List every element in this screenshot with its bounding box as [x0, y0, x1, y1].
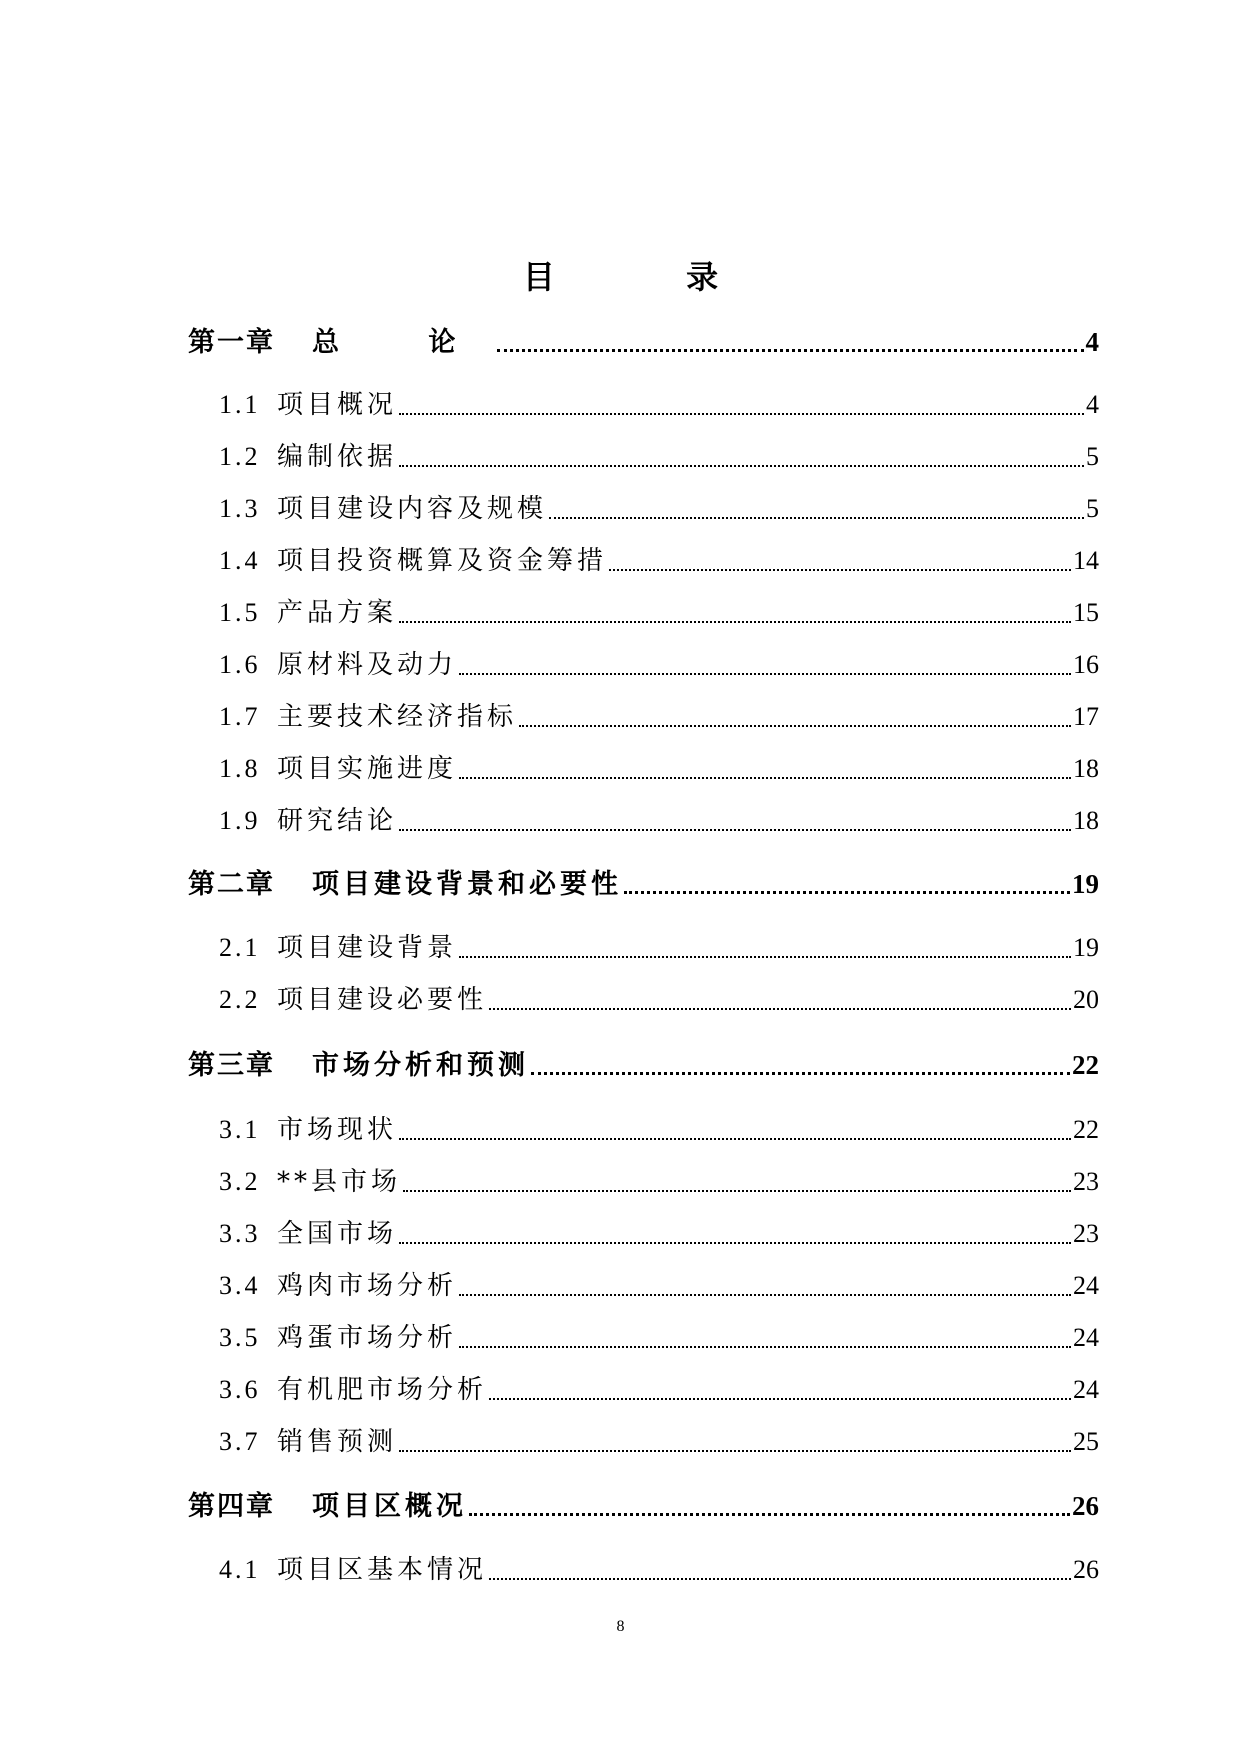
toc-leader-dots — [399, 828, 1071, 831]
toc-section-2-2[interactable] — [219, 980, 1099, 1020]
toc-section-1-8[interactable] — [219, 749, 1099, 789]
toc-section-1-1[interactable] — [219, 385, 1099, 425]
toc-leader-dots — [497, 348, 1083, 352]
toc-section-1-7[interactable] — [219, 697, 1099, 737]
toc-entry-page: 22 — [1073, 1115, 1099, 1144]
toc-leader-dots — [459, 776, 1071, 779]
toc-entry-number: 第一章 — [188, 327, 275, 358]
toc-entry-number: 3.1 — [219, 1115, 261, 1144]
toc-entry-number: 3.7 — [219, 1427, 261, 1456]
toc-entry-label: 总 论 — [312, 327, 496, 358]
toc-entry-number: 1.3 — [219, 494, 261, 523]
toc-section-1-4[interactable] — [219, 541, 1099, 581]
toc-leader-dots — [459, 672, 1071, 675]
toc-section-3-7[interactable] — [219, 1422, 1099, 1462]
toc-leader-dots — [399, 412, 1084, 415]
toc-entry-number: 1.6 — [219, 650, 261, 679]
toc-section-2-1[interactable] — [219, 928, 1099, 968]
toc-section-3-6[interactable] — [219, 1370, 1099, 1410]
toc-entry-page: 5 — [1086, 442, 1099, 471]
toc-leader-dots — [624, 890, 1070, 894]
toc-leader-dots — [531, 1071, 1070, 1075]
toc-section-4-1[interactable] — [219, 1550, 1099, 1590]
toc-entry-page: 14 — [1073, 546, 1099, 575]
toc-section-1-5[interactable] — [219, 593, 1099, 633]
toc-leader-dots — [403, 1189, 1071, 1192]
toc-leader-dots — [489, 1397, 1071, 1400]
toc-entry-number: 4.1 — [219, 1555, 261, 1584]
toc-entry-page: 4 — [1085, 327, 1099, 357]
toc-entry-label: 市场现状 — [277, 1115, 398, 1145]
toc-entry-number: 1.5 — [219, 598, 261, 627]
toc-entry-label: 项目区概况 — [312, 1491, 467, 1522]
toc-entry-label: 项目建设背景 — [277, 933, 458, 963]
page-number: 8 — [616, 1618, 625, 1635]
toc-leader-dots — [459, 955, 1071, 958]
toc-entry-page: 20 — [1073, 985, 1099, 1014]
toc-leader-dots — [399, 1137, 1071, 1140]
toc-entry-number: 1.8 — [219, 754, 261, 783]
toc-entry-label: 项目建设内容及规模 — [277, 494, 548, 524]
toc-entry-label: 项目建设背景和必要性 — [312, 869, 622, 900]
toc-entry-page: 26 — [1072, 1491, 1099, 1521]
toc-entry-label: 项目投资概算及资金筹措 — [277, 546, 608, 576]
toc-leader-dots — [489, 1007, 1071, 1010]
toc-entry-page: 19 — [1072, 869, 1099, 899]
toc-entry-label: **县市场 — [277, 1167, 402, 1197]
toc-entry-page: 4 — [1086, 390, 1099, 419]
toc-entry-page: 16 — [1073, 650, 1099, 679]
toc-title: 目 录 — [522, 258, 779, 296]
toc-entry-label: 研究结论 — [277, 806, 398, 836]
toc-chapter-3[interactable] — [188, 1045, 1099, 1085]
toc-entry-number: 1.1 — [219, 390, 261, 419]
toc-leader-dots — [399, 1449, 1071, 1452]
toc-section-3-5[interactable] — [219, 1318, 1099, 1358]
toc-entry-label: 项目建设必要性 — [277, 985, 488, 1015]
toc-entry-number: 2.2 — [219, 985, 261, 1014]
toc-chapter-4[interactable] — [188, 1486, 1099, 1526]
toc-leader-dots — [609, 568, 1071, 571]
toc-entry-page: 23 — [1073, 1219, 1099, 1248]
toc-entry-page: 24 — [1073, 1271, 1099, 1300]
toc-entry-page: 24 — [1073, 1323, 1099, 1352]
toc-entry-page: 19 — [1073, 933, 1099, 962]
toc-entry-number: 3.3 — [219, 1219, 261, 1248]
toc-entry-label: 项目概况 — [277, 390, 398, 420]
toc-entry-page: 22 — [1072, 1050, 1099, 1080]
toc-entry-page: 25 — [1073, 1427, 1099, 1456]
toc-entry-number: 第三章 — [188, 1050, 275, 1081]
toc-entry-number: 3.4 — [219, 1271, 261, 1300]
toc-leader-dots — [489, 1577, 1071, 1580]
toc-entry-label: 全国市场 — [277, 1219, 398, 1249]
toc-entry-page: 18 — [1073, 806, 1099, 835]
toc-section-1-3[interactable] — [219, 489, 1099, 529]
toc-entry-number: 第四章 — [188, 1491, 275, 1522]
toc-entry-label: 项目实施进度 — [277, 754, 458, 784]
toc-entry-label: 销售预测 — [277, 1427, 398, 1457]
toc-entry-number: 3.5 — [219, 1323, 261, 1352]
toc-leader-dots — [399, 1241, 1071, 1244]
toc-entry-number: 第二章 — [188, 869, 275, 900]
toc-leader-dots — [469, 1512, 1070, 1516]
toc-leader-dots — [459, 1293, 1071, 1296]
toc-entry-label: 有机肥市场分析 — [277, 1375, 488, 1405]
toc-leader-dots — [399, 620, 1071, 623]
toc-section-3-1[interactable] — [219, 1110, 1099, 1150]
toc-entry-page: 17 — [1073, 702, 1099, 731]
toc-entry-label: 项目区基本情况 — [277, 1555, 488, 1585]
toc-entry-page: 15 — [1073, 598, 1099, 627]
toc-entry-number: 1.9 — [219, 806, 261, 835]
toc-entry-page: 23 — [1073, 1167, 1099, 1196]
toc-section-1-9[interactable] — [219, 801, 1099, 841]
toc-entry-label: 编制依据 — [277, 442, 398, 472]
toc-section-1-2[interactable] — [219, 437, 1099, 477]
toc-section-3-4[interactable] — [219, 1266, 1099, 1306]
toc-entry-number: 1.2 — [219, 442, 261, 471]
toc-entry-label: 市场分析和预测 — [312, 1050, 529, 1081]
toc-section-3-3[interactable] — [219, 1214, 1099, 1254]
toc-entry-label: 主要技术经济指标 — [277, 702, 518, 732]
toc-entry-page: 18 — [1073, 754, 1099, 783]
toc-entry-number: 3.6 — [219, 1375, 261, 1404]
toc-leader-dots — [459, 1345, 1071, 1348]
toc-entry-number: 1.7 — [219, 702, 261, 731]
toc-entry-label: 产品方案 — [277, 598, 398, 628]
toc-entry-number: 2.1 — [219, 933, 261, 962]
toc-entry-page: 5 — [1086, 494, 1099, 523]
toc-entry-page: 24 — [1073, 1375, 1099, 1404]
toc-entry-label: 鸡肉市场分析 — [277, 1271, 458, 1301]
toc-chapter-2[interactable] — [188, 864, 1099, 904]
toc-entry-page: 26 — [1073, 1555, 1099, 1584]
toc-section-1-6[interactable] — [219, 645, 1099, 685]
toc-entry-label: 鸡蛋市场分析 — [277, 1323, 458, 1353]
toc-leader-dots — [549, 516, 1084, 519]
toc-entry-label: 原材料及动力 — [277, 650, 458, 680]
toc-leader-dots — [519, 724, 1071, 727]
toc-entry-number: 1.4 — [219, 546, 261, 575]
toc-section-3-2[interactable] — [219, 1162, 1099, 1202]
toc-entry-number: 3.2 — [219, 1167, 261, 1196]
toc-chapter-1[interactable] — [188, 322, 1099, 362]
toc-leader-dots — [399, 464, 1084, 467]
